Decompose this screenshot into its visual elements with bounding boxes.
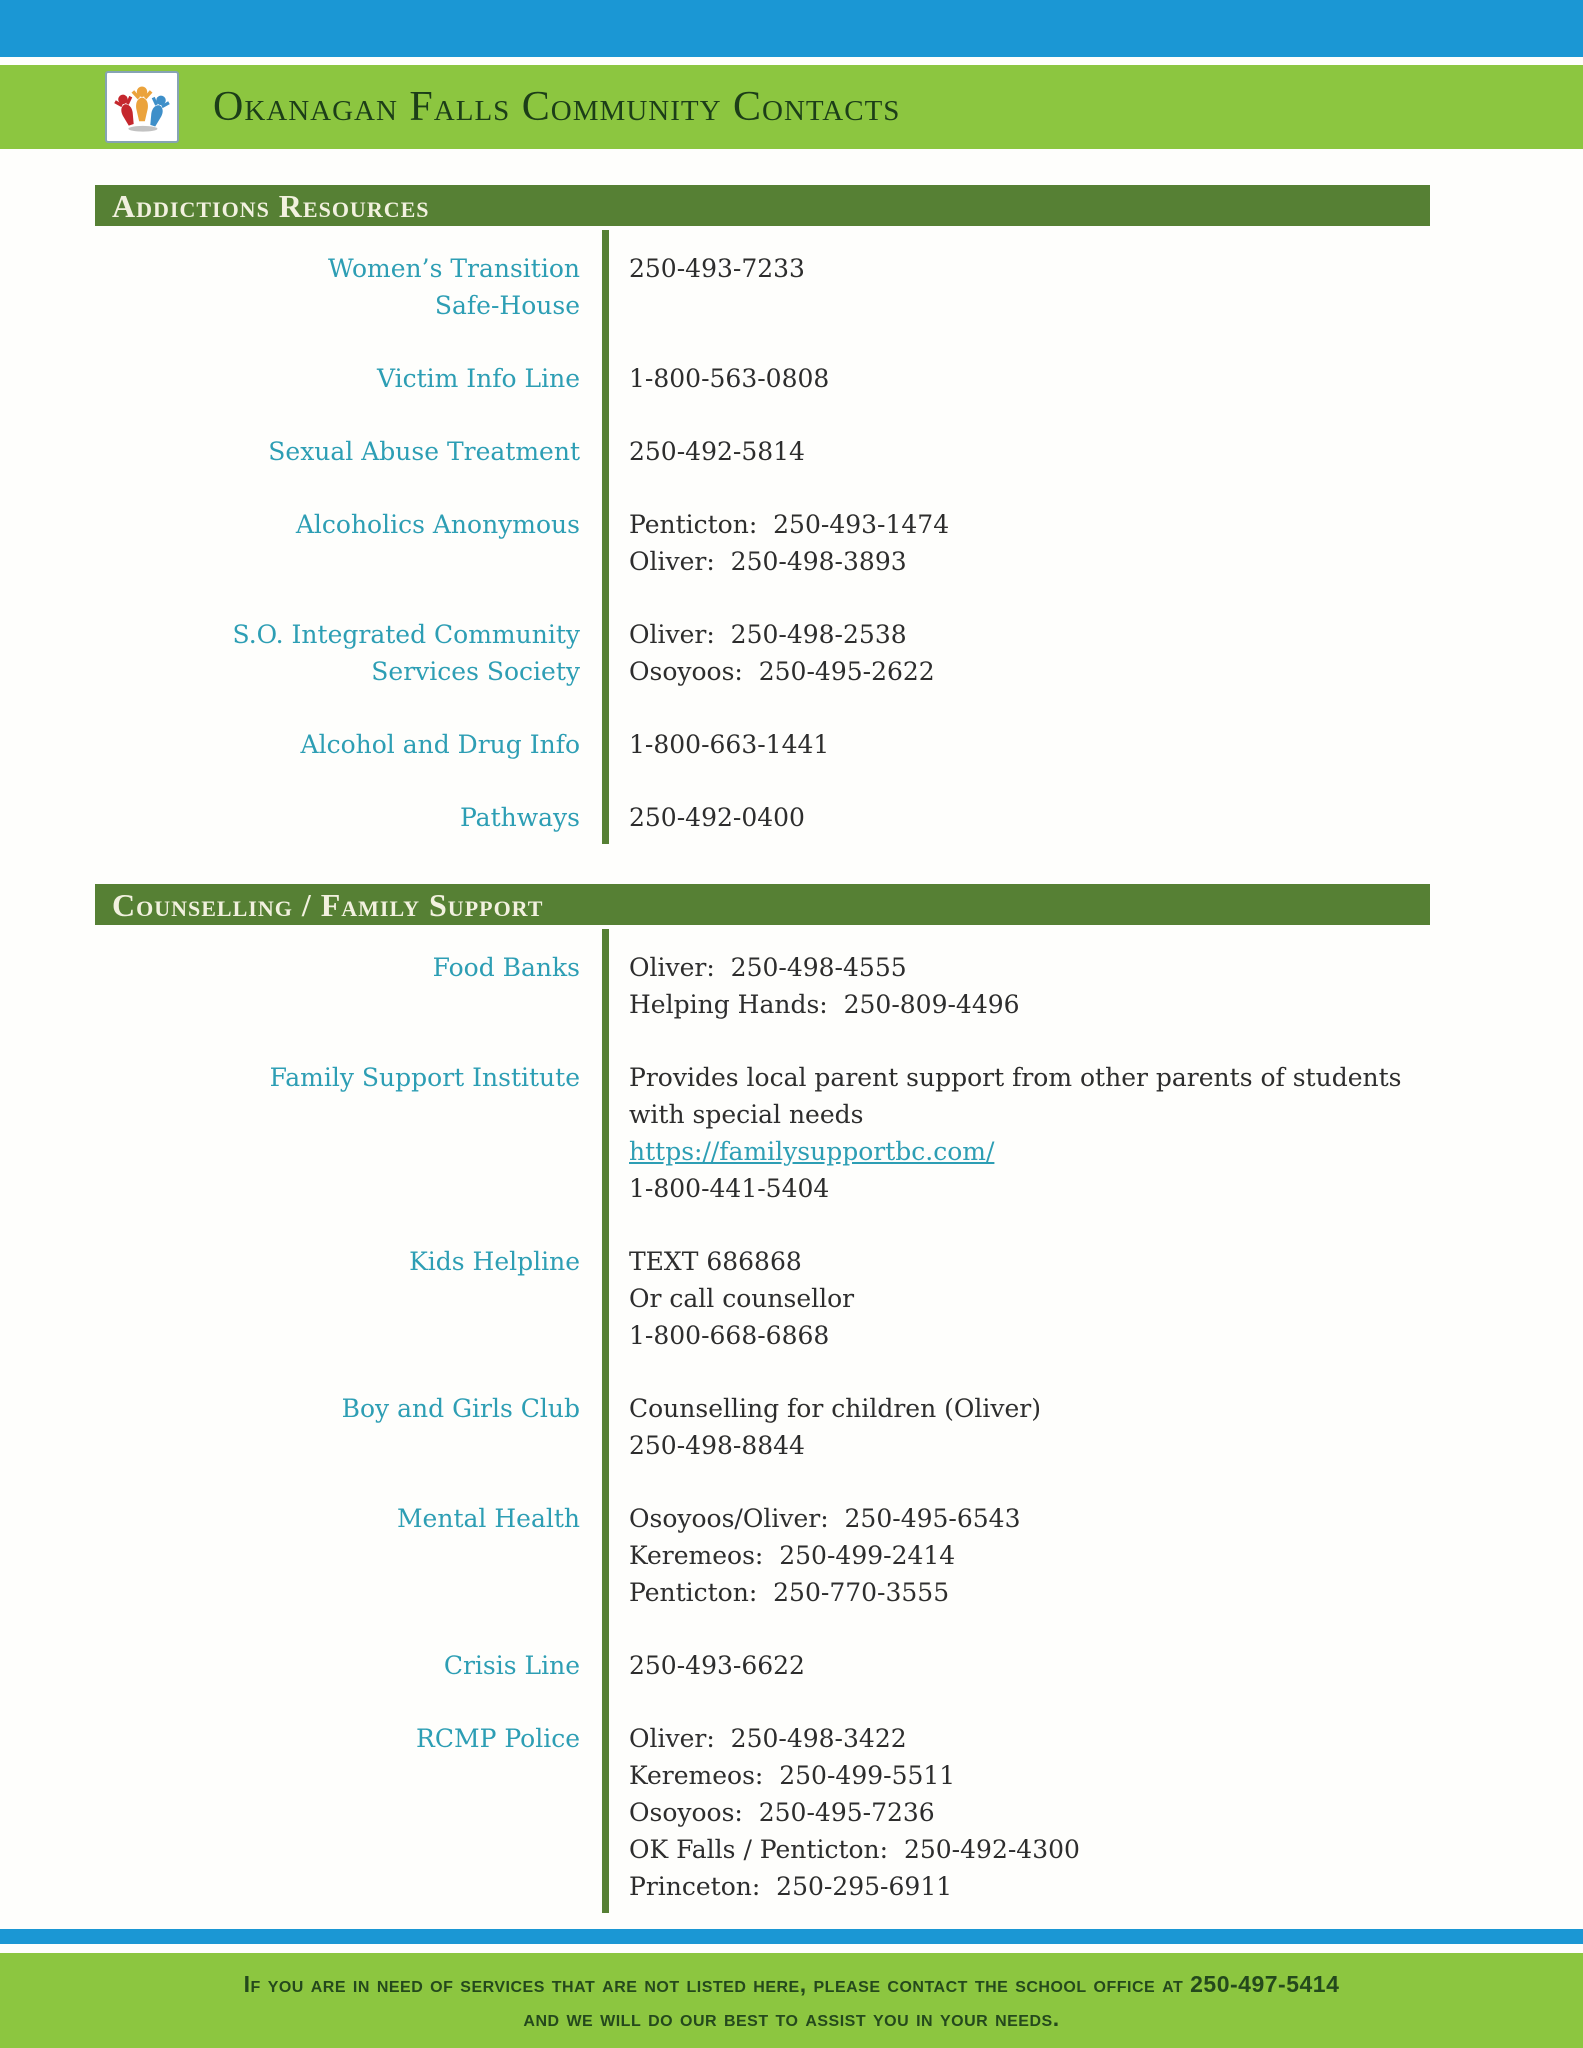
value-line: TEXT 686868 — [629, 1247, 802, 1276]
contact-row — [95, 506, 1430, 580]
contact-label — [95, 1720, 602, 1905]
value-line: Osoyoos/Oliver: 250-495-6543 — [629, 1504, 1021, 1533]
value-line: 250-493-7233 — [629, 254, 805, 283]
value-line: Provides local parent support from other parents of students — [629, 1063, 1402, 1092]
value-line: Osoyoos: 250-495-2622 — [629, 657, 935, 686]
contact-label — [95, 949, 602, 1023]
section-header: Addictions Resources — [95, 185, 1430, 226]
value-line: Keremeos: 250-499-2414 — [629, 1541, 956, 1570]
bottom-accent-bar — [0, 1929, 1583, 1944]
contact-row — [95, 1059, 1430, 1207]
contact-values — [602, 360, 829, 397]
value-line: Princeton: 250-295-6911 — [629, 1872, 953, 1901]
contact-values — [602, 250, 805, 324]
contact-section — [95, 185, 1430, 848]
value-line: 1-800-668-6868 — [629, 1321, 830, 1350]
contact-label — [95, 799, 602, 836]
section-rows — [95, 925, 1430, 1917]
contact-row — [95, 949, 1430, 1023]
contact-label — [95, 360, 602, 397]
contact-label — [95, 506, 602, 580]
contact-row — [95, 1720, 1430, 1905]
contact-values — [602, 616, 935, 690]
contact-values — [602, 433, 805, 470]
label-line: Pathways — [459, 803, 580, 832]
contact-row — [95, 616, 1430, 690]
contact-values — [602, 1647, 805, 1684]
value-line: OK Falls / Penticton: 250-492-4300 — [629, 1835, 1080, 1864]
column-divider — [602, 929, 609, 1913]
value-line: with special needs — [629, 1100, 864, 1129]
footer-line-2: and we will do our best to assist you in your needs. — [523, 2005, 1060, 2031]
footer-line-1: If you are in need of services that are not listed here, please contact the school office at 250-497-5414 — [243, 1971, 1340, 1997]
value-line: Counselling for children (Oliver) — [629, 1394, 1041, 1423]
contact-values — [602, 1390, 1041, 1464]
value-line: Oliver: 250-498-2538 — [629, 620, 907, 649]
value-line: Oliver: 250-498-3893 — [629, 547, 907, 576]
contact-values — [602, 1243, 854, 1354]
label-line: Food Banks — [432, 953, 580, 982]
contact-label — [95, 1500, 602, 1611]
contact-row — [95, 726, 1430, 763]
contact-label — [95, 1647, 602, 1684]
value-line: Oliver: 250-498-4555 — [629, 953, 907, 982]
label-line: Alcohol and Drug Info — [300, 730, 580, 759]
value-line: Penticton: 250-493-1474 — [629, 510, 950, 539]
contact-label — [95, 1243, 602, 1354]
external-link[interactable]: https://familysupportbc.com/ — [629, 1137, 995, 1166]
value-line: 1-800-563-0808 — [629, 364, 830, 393]
section-header: Counselling / Family Support — [95, 884, 1430, 925]
label-line: Kids Helpline — [409, 1247, 580, 1276]
value-line: 1-800-441-5404 — [629, 1174, 830, 1203]
contact-values — [602, 726, 829, 763]
label-line: Mental Health — [396, 1504, 580, 1533]
contact-values — [602, 1720, 1080, 1905]
value-line: Keremeos: 250-499-5511 — [629, 1761, 956, 1790]
section-rows — [95, 226, 1430, 848]
label-line: Services Society — [371, 657, 580, 686]
contact-row — [95, 1500, 1430, 1611]
contact-values — [602, 949, 1020, 1023]
school-logo — [105, 71, 179, 143]
label-line: Alcoholics Anonymous — [295, 510, 580, 539]
value-line: 250-492-0400 — [629, 803, 805, 832]
contact-values — [602, 506, 949, 580]
label-line: S.O. Integrated Community — [232, 620, 580, 649]
contact-row — [95, 1243, 1430, 1354]
contact-label — [95, 250, 602, 324]
contact-values — [602, 1059, 1401, 1207]
label-line: Family Support Institute — [269, 1063, 580, 1092]
contact-row — [95, 250, 1430, 324]
label-line: Women’s Transition — [327, 254, 580, 283]
contact-label — [95, 726, 602, 763]
contact-label — [95, 433, 602, 470]
contact-label — [95, 616, 602, 690]
contact-values — [602, 1500, 1020, 1611]
label-line: Sexual Abuse Treatment — [268, 437, 580, 466]
content — [0, 149, 1583, 1917]
value-line: 250-492-5814 — [629, 437, 805, 466]
value-line: Helping Hands: 250-809-4496 — [629, 990, 1020, 1019]
contact-label — [95, 1390, 602, 1464]
label-line: RCMP Police — [416, 1724, 580, 1753]
label-line: Victim Info Line — [376, 364, 580, 393]
page-header — [0, 65, 1583, 149]
contact-section — [95, 884, 1430, 1917]
page-title: Okanagan Falls Community Contacts — [213, 84, 901, 130]
value-line: Oliver: 250-498-3422 — [629, 1724, 907, 1753]
contact-values — [602, 799, 805, 836]
top-accent-bar — [0, 0, 1583, 57]
label-line: Safe-House — [434, 291, 580, 320]
value-line: 250-498-8844 — [629, 1431, 805, 1460]
value-line: 1-800-663-1441 — [629, 730, 830, 759]
column-divider — [602, 230, 609, 844]
contact-row — [95, 433, 1430, 470]
contact-row — [95, 360, 1430, 397]
three-people-icon — [113, 78, 171, 136]
contact-row — [95, 1647, 1430, 1684]
label-line: Boy and Girls Club — [341, 1394, 580, 1423]
contact-row — [95, 1390, 1430, 1464]
contact-row — [95, 799, 1430, 836]
contact-label — [95, 1059, 602, 1207]
value-line: Osoyoos: 250-495-7236 — [629, 1798, 935, 1827]
label-line: Crisis Line — [443, 1651, 580, 1680]
value-line: Penticton: 250-770-3555 — [629, 1578, 950, 1607]
value-line: Or call counsellor — [629, 1284, 855, 1313]
value-line: 250-493-6622 — [629, 1651, 805, 1680]
page-footer — [0, 1953, 1583, 2048]
